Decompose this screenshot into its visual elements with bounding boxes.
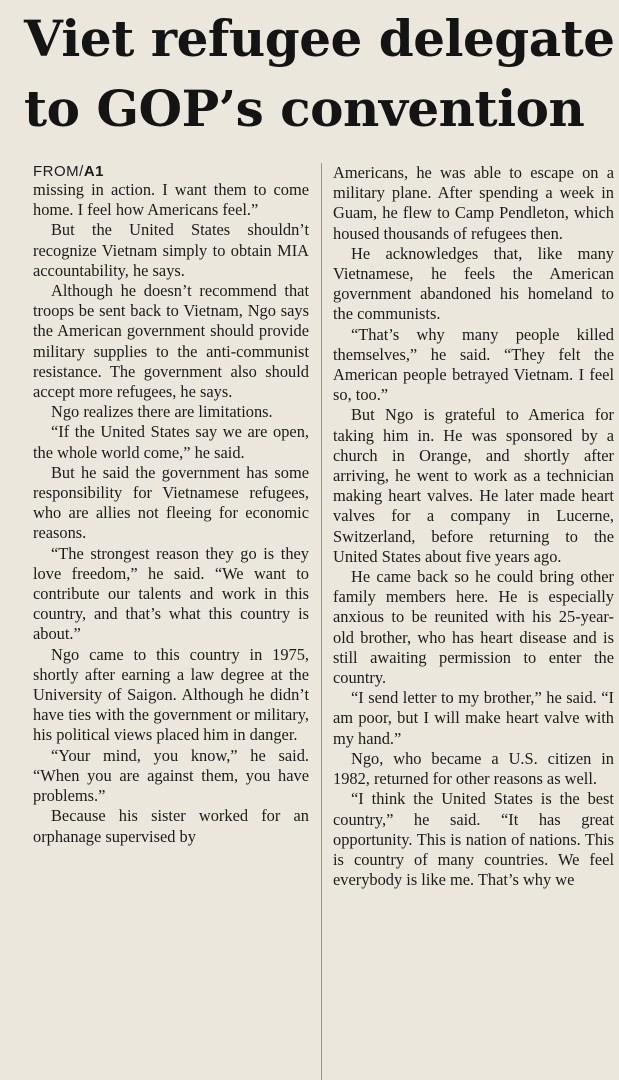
- article-paragraph: But the United States shouldn’t recognize Vietnam simply to obtain MIA accountability, he says.: [33, 220, 309, 280]
- article-paragraph: Ngo, who became a U.S. citizen in 1982, returned for other reasons as well.: [333, 748, 614, 789]
- article-paragraph: Ngo came to this country in 1975, shortly after earning a law degree at the University of Saigon. Although he didn’t have ties with the government or military, his political views placed him in danger.: [33, 644, 309, 745]
- article-paragraph: But Ngo is grateful to America for taking him in. He was sponsored by a church in Orange, and shortly after arriving, he went to work as a technician making heart valves. He later made heart valves for a company in Lucerne, Switzerland, before returning to the United States about five years ago.: [333, 405, 614, 566]
- article-paragraph: “The strongest reason they go is they love freedom,” he said. “We want to contribute our talents and work in this country, and that’s what this country is about.”: [33, 543, 309, 644]
- article-paragraph: “That’s why many people killed themselves,” he said. “They felt the American people betrayed Vietnam. I feel so, too.”: [333, 324, 614, 405]
- article-column-left: [33, 163, 309, 847]
- jump-line: [33, 163, 309, 180]
- article-paragraph: Americans, he was able to escape on a military plane. After spending a week in Guam, he flew to Camp Pendleton, which housed thousands of refugees then.: [333, 163, 614, 243]
- article-column-right: [333, 163, 614, 890]
- headline-line-1: Viet refugee delegate: [24, 9, 615, 68]
- right-paragraphs: [333, 163, 614, 890]
- article-paragraph: Although he doesn’t recommend that troops be sent back to Vietnam, Ngo says the American government should provide military supplies to the anti-communist resistance. The government also should accept more refugees, he says.: [33, 281, 309, 402]
- article-paragraph: But he said the government has some responsibility for Vietnamese refugees, who are allies not fleeing for economic reasons.: [33, 462, 309, 543]
- article-paragraph: “I think the United States is the best country,” he said. “It has great opportunity. This is nation of nations. This is country of many countries. We feel everybody is like me. That’s why we: [333, 789, 614, 890]
- article-paragraph: Ngo realizes there are limitations.: [51, 402, 273, 422]
- article-paragraph: “If the United States say we are open, the whole world come,” he said.: [33, 422, 309, 462]
- article-paragraph: He came back so he could bring other family members here. He is especially anxious to be reunited with his 25-year-old brother, who has heart disease and is still awaiting permission to enter the country.: [333, 567, 614, 688]
- article-paragraph: “I send letter to my brother,” he said. “I am poor, but I will make heart valve with my hand.”: [333, 688, 614, 748]
- jump-page: A1: [83, 163, 105, 180]
- left-paragraphs: [33, 180, 309, 847]
- jump-from: FROM/: [33, 163, 84, 180]
- headline-line-2: to GOP’s convention: [24, 79, 585, 138]
- article-paragraph: Because his sister worked for an orphanage supervised by: [33, 806, 309, 846]
- article-paragraph: “Your mind, you know,” he said. “When you are against them, you have problems.”: [33, 745, 309, 806]
- column-divider: [321, 163, 322, 1080]
- article-paragraph: He acknowledges that, like many Vietnamese, he feels the American government abandoned his homeland to the communists.: [333, 243, 614, 324]
- headline: [24, 4, 619, 144]
- article-paragraph: missing in action. I want them to come home. I feel how Americans feel.”: [33, 180, 309, 220]
